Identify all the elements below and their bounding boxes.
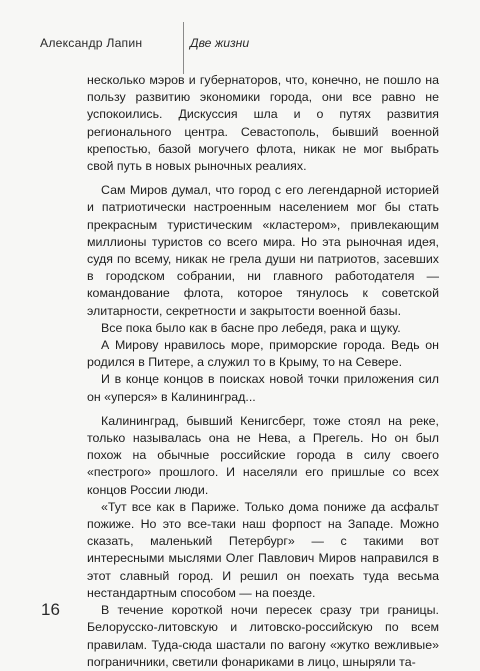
paragraph-7: «Тут все как в Париже. Только дома пониже да асфальт пожиже. Но это все-таки наш форпост на Западе. Можно сказать, маленький Петербург» — с такими вот интересными мыслями Олег Павлович Миров направился в этот славный город. И решил он поехать туда весьма нестандартным способом — на поезде.: [87, 499, 439, 600]
body-text: [87, 72, 439, 671]
paragraph-8: В течение короткой ночи пересек сразу три границы. Белорусско-литовскую и литовско-российскую по всем правилам. Туда-сюда шастали по вагону «жутко вежливые» пограничники, светили фонариками в лицо, шныряли та-: [87, 603, 439, 669]
paragraph-4: А Мирову нравилось море, приморские города. Ведь он родился в Питере, а служил то в Крыму, то на Севере.: [87, 338, 439, 370]
book-title: Две жизни: [190, 36, 250, 50]
page-number: 16: [41, 600, 60, 619]
paragraph-3: Все пока было как в басне про лебедя, рака и щуку.: [101, 320, 401, 335]
paragraph-2: Сам Миров думал, что город с его легендарной историей и патриотически настроенным населением мог бы стать прекрасным туристическим «кластером», привлекающим миллионы туристов со всего мира. Но эта рыночная идея, судя по всему, никак не грела души ни патриотов, засевших в городском собрании, ни главного работодателя — командование флота, которое тянулось к советской элитарности, секретности и закрытости военной базы.: [87, 183, 439, 318]
paragraph-1: несколько мэров и губернаторов, что, конечно, не пошло на пользу развитию экономики города, они все равно не успокоились. Дискуссия шла и о путях развития регионального центра. Севастополь, бывший военной крепостью, базой могучего флота, никак не мог выбрать свой путь в новых рыночных реалиях.: [87, 73, 439, 174]
paragraph-5: И в конце концов в поисках новой точки приложения сил он «уперся» в Калининград...: [87, 372, 439, 404]
header-divider: [183, 22, 184, 74]
paragraph-6: Калининград, бывший Кенигсберг, тоже стоял на реке, только называлась она не Нева, а Прегель. Но он был похож на обычные российские города в силу своего «пестрого» прошлого. И населяли его пришлые со всех концов России люди.: [87, 413, 439, 497]
running-header: [0, 22, 480, 74]
author-name: Александр Лапин: [40, 36, 143, 50]
